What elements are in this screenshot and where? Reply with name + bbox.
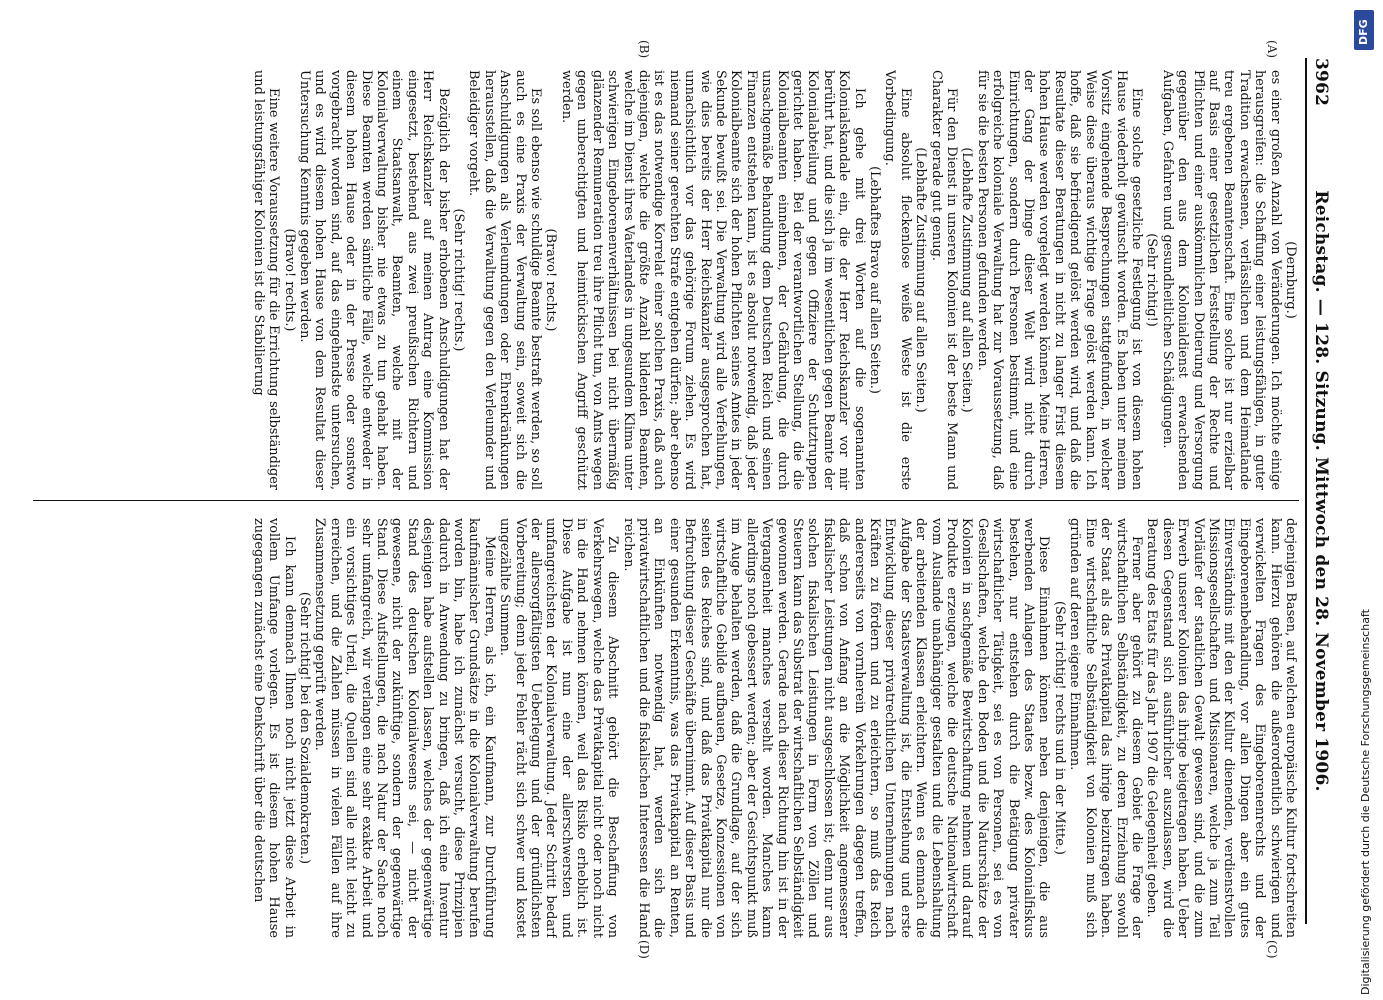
dfg-logo-text: DFG	[1357, 19, 1370, 45]
interjection: (Bravo! rechts.)	[543, 228, 559, 332]
paragraph: Diese Einnahmen können neben denjenigen, die aus werbenden Anlagen des Staates bezw. des Kolonialfiskus bestehen, nur entstehen durch die Betätigung privater wirtschaftlicher Tätigkeit, sei es von Personen, sei es von Gesellschaften, welche den Boden und die Naturschätze der Kolonien in sachgemäße Bewirtschaftung nehmen und darauf Produkte erzeugen, welche die deutsche Nationalwirtschaft vom Auslande unabhängiger gestalten und die Lebenshaltung der arbeitenden Klassen erleichtern. Wenn es demnach die Aufgabe der Staatsverwaltung ist, die Entstehung und erste Entwicklung dieser privatrechtlichen Unternehmungen nach Kräften zu fördern und zu erleichtern, so muß das Reich andererseits von vornherein Vorkehrungen dagegen treffen, daß schon von Anfang an die Möglichkeit angemessener fiskalischer Leistungen nicht ausgeschlossen ist; denn nur aus solchen fiskalischen Leistungen in Form von Zöllen und Steuern kann das Substrat der wirtschaftlichen Selbständigkeit gewonnen werden. Gerade nach dieser Richtung hin ist in der Vergangenheit manches versehlt worden. Manches kann allerdings noch gebessert werden; aber der Gesichtspunkt muß im Auge behalten werden, daß die Grundlage, auf der sich wirtschaftliche Gebilde aufbauen, Gesetze, Konzessionen von seiten des Reiches sind, und daß das Privatkapital nur die Befruchtung dieser Geschäfte übernimmt. Auf dieser Basis und einer gesunden Erkenntnis, was das Privatkapital an Renten, an Einkünften notwendig hat, werden sich die privatwirtschaftlichen und die fiskalischen Interessen die Hand reichen.	[620, 518, 1052, 938]
digitization-note	[1352, 15, 1378, 995]
page-title: Reichstag. — 128. Sitzung. Mittwoch den 28. November 1906.	[1311, 190, 1331, 792]
margin-marker-d: (D)	[637, 940, 651, 959]
paragraph: Zu diesem Abschnitt gehört die Beschaffung von Verkehrswegen, welche das Privatkapital nicht oder noch nicht in die Hand nehmen können, weil das Risiko erheblich ist. Diese Aufgabe ist nun eine der allerschwersten und umfangreichsten der Kolonialverwaltung. Jeder Schritt bedarf der allersorgfältigsten Ueberlegung und der gründlichsten Vorbereitung; denn jeder Fehler rächt sich schwer und kostet ungezählte Summen.	[497, 518, 621, 938]
speaker-name: (Dernburg.)	[1283, 241, 1298, 319]
paragraph: Bezüglich der bisher erhobenen Anschuldigungen hat der Herr Reichskanzler auf meinen Antrag eine Kommission eingesetzt, bestehend aus zwei preußischen Richtern und einem Staatsanwalt, Beamten, welche mit der Kolonialverwaltung bisher nie etwas zu tun gehabt haben. Diese Beamten werden sämtliche Fälle, welche entweder in diesem hohen Hause oder in der Presse oder sonstwo vorgebracht worden sind, auf das eingehendste untersuchen, und es wird diesem hohen Hause von dem Resultat dieser Untersuchung Kenntnis gegeben werden.	[297, 70, 451, 490]
interjection: (Sehr richtig! bei den Sozialdemokraten.)	[297, 591, 312, 865]
interjection: (Sehr richtig!)	[1144, 233, 1160, 327]
digitization-note-text: Digitalisierung gefördert durch die Deutsche Forschungsgemeinschaft	[1359, 609, 1372, 995]
paragraph: Es soll ebenso wie schuldige Beamte bestraft werden, so soll auch es eine Praxis der Verwaltung sein, soweit sich die Anschuldigungen als Verleumdungen oder Ehrenkränkungen herausstellen, daß die Verwaltung gegen den Verleumder und Beleidiger vorgeht.	[466, 70, 544, 490]
paragraph: Ich gehe mit drei Worten auf die sogenannten Kolonialskandale ein, die der Herr Reichskanzler vor mir berührt hat, und die sich ja im wesentlichen gegen Beamte der Kolonialabteilung und gegen Offiziere der Schutztruppen gerichtet haben. Bei der verantwortlichen Stellung, die die Kolonialbeamten einnehmen, der Gefährdung, die durch unsachgemäße Behandlung dem Deutschen Reich und seinen Finanzen entstehen kann, ist es absolut notwendig, daß jeder Kolonialbeamte sich der hohen Pflichten seines Amtes in jeder Sekunde bewußt sei. Die Verwaltung wird alle Verfehlungen, wie dies bereits der Herr Reichskanzler ausgesprochen hat, unnachsichtlich vor das gehörige Forum ziehen. Es wird niemand seiner gerechten Strafe entgehen dürfen; aber ebenso ist es das notwendige Korrelat einer solchen Praxis, daß auch diejenigen, welche die größte Anzahl bildenden Beamten, welche im Dienst ihres Vaterlandes in ungesundem Klima unter schwierigen Eingeborenenverhältnissen bei nicht übermäßig glänzender Remuneration treu ihre Pflicht tun, von Amts wegen gegen unberechtigten und heimtückischen Angriff geschützt werden.	[558, 70, 867, 490]
paragraph: Ferner aber gehört zu diesem Gebiet die Frage der wirtschaftlichen Selbständigkeit, zu deren Erziehung sowohl der Staat als das Privatkapital das ihrige beizutragen haben. Eine wirtschaftliche Selbständigkeit von Kolonien muß sich gründen auf deren eigene Einnahmen.	[1067, 518, 1144, 938]
paragraph: Ich kann demnach Ihnen noch nicht jetzt diese Arbeit in vollem Umfange vorlegen. Es ist diesem hohen Hause zugegangen zunächst eine Denkschrift über die deutschen	[250, 518, 297, 938]
column-divider	[33, 500, 1299, 501]
interjection: (Sehr richtig! rechts.)	[451, 208, 467, 352]
margin-marker-c: (C)	[1265, 940, 1279, 959]
page-number: 3962	[1311, 58, 1331, 107]
paragraph: Eine weitere Voraussetzung für die Errichtung selbständiger und leistungsfähiger Kolonien ist die Stabilierung	[250, 70, 282, 490]
interjection: (Bravo! rechts.)	[281, 228, 297, 332]
paragraph: es einer großen Anzahl von Veränderungen. Ich möchte einige herausgreifen: die Schaffung einer leistungsfähigen, in guter Tradition erwachsenen, verlässlichen und dem Heimatlande treu ergebenen Beamtenschaft. Eine solche ist nur erzielbar auf Basis einer gesetzlichen Feststellung der Rechte und Pflichten und einer auskömmlichen Dotierung und Versorgung gegenüber den aus dem Kolonialdienst erwachsenden Aufgaben, Gefahren und gesundheitlichen Schädigungen.	[1159, 70, 1283, 490]
paragraph: derjenigen Basen, auf welchen europäische Kultur fortschreiten kann. Hierzu gehören die außerordentlich schwierigen und verwickelten Fragen des Eingeborenenrechts und der Eingeborenenbehandlung, vor allen Dingen aber ein gutes Einverständnis mit den der Kultur dienenden, verdienstvollen Missionsgesellschaften und Missionaren, welche ja zum Teil Vorläufer der staatlichen Gewalt gewesen sind, und die zum Erwerb unserer Kolonien das ihrige beigetragen haben. Ueber diesen Gegenstand sich ausführlicher auszulassen, wird die Beratung des Etats für das Jahr 1907 die Gelegenheit geben.	[1144, 518, 1298, 938]
paragraph: Eine solche gesetzliche Festlegung ist von diesem hohen Hause wiederholt gewünscht worden. Es haben unter meinem Vorsitz eingehende Besprechungen stattgefunden, in welcher Weise diese überaus wichtige Frage gelöst werden kann. Ich hoffe, daß sie befriedigend gelöst werden wird, und daß die Resultate dieser Beratungen in nicht zu langer Frist diesem hohen Hause werden vorgelegt werden können. Meine Herren, der Gang der Dinge dieser Welt wird nicht durch Einrichtungen, sondern durch Personen bestimmt, und eine erfolgreiche koloniale Verwaltung hat zur Voraussetzung, daß für sie die besten Personen gefunden werden.	[974, 70, 1144, 490]
paragraph: Eine absolut fleckenlose weiße Weste ist die erste Vorbedingung.	[882, 70, 913, 490]
paragraph: Meine Herren, als ich, ein Kaufmann, zur Durchführung kaufmännischer Grundsätze in die Kolonialverwaltung berufen worden bin, habe ich zunächst versucht, diese Prinzipien dadurch in Anwendung zu bringen, daß ich eine Inventur desjenigen habe aufstellen lassen, welches der gegenwärtige Stand des deutschen Kolonialwesens sei, — nicht der gewesene, nicht der zukünftige, sondern der gegenwärtige Stand. Diese Aufstellungen, die nach Natur der Sache noch sehr umfangreich, wir verlangen eine sehr exakte Arbeit und ein vorsichtiges Urteil, die Quellen sind alle nicht leicht zu erreichen, und die Zahlen müssen in vielen Fällen auf ihre Zusammensetzung geprüft werden.	[312, 518, 497, 938]
header-rule	[1305, 58, 1307, 924]
interjection: (Lebhafte Zustimmung auf allen Seiten.)	[959, 147, 975, 413]
paragraph: Für den Dienst in unseren Kolonien ist der beste Mann und Charakter gerade gut genug.	[928, 70, 960, 490]
margin-marker-b: (B)	[637, 40, 651, 59]
interjection: (Sehr richtig! rechts und in der Mitte.)	[1051, 601, 1067, 855]
margin-marker-a: (A)	[1265, 40, 1279, 59]
left-column	[35, 70, 1298, 490]
right-column	[35, 518, 1298, 938]
page-header	[1303, 58, 1343, 924]
interjection: (Lebhaftes Bravo auf allen Seiten.)	[867, 166, 883, 394]
interjection: (Lebhafte Zustimmung auf allen Seiten.)	[913, 147, 929, 413]
dfg-logo	[1354, 10, 1374, 50]
